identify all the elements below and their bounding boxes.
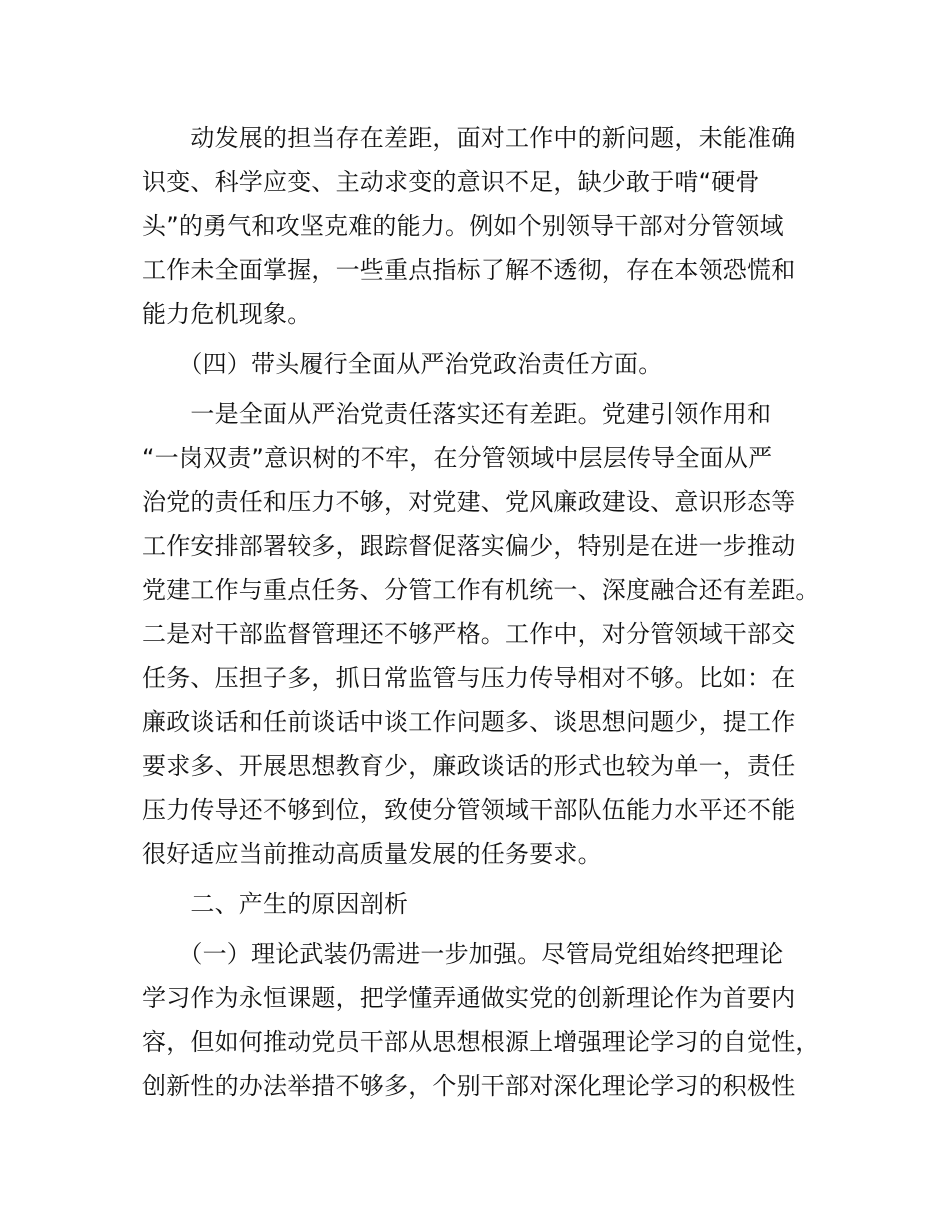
text-line: 压力传导还不够到位，致使分管领域干部队伍能力水平还不能 (142, 796, 796, 824)
document-body (142, 116, 842, 1108)
text-line: “一岗双责”意识树的不牢，在分管领域中层层传导全面从严 (142, 444, 773, 472)
text-line: 党建工作与重点任务、分管工作有机统一、深度融合还有差距。 (142, 576, 820, 604)
text-line: 动发展的担当存在差距，面对工作中的新问题，未能准确 (142, 124, 796, 152)
text-line: 二、产生的原因剖析 (142, 890, 409, 918)
text-line: 治党的责任和压力不够，对党建、党风廉政建设、意识形态等 (142, 488, 796, 516)
text-line: 一是全面从严治党责任落实还有差距。党建引领作用和 (142, 400, 772, 428)
text-line: 要求多、开展思想教育少，廉政谈话的形式也较为单一，责任 (142, 752, 796, 780)
text-line: 廉政谈话和任前谈话中谈工作问题多、谈思想问题少，提工作 (142, 708, 796, 736)
text-line: 学习作为永恒课题，把学懂弄通做实党的创新理论作为首要内 (142, 984, 796, 1012)
text-line: （一）理论武装仍需进一步加强。尽管局党组始终把理论 (142, 940, 784, 968)
text-line: 二是对干部监督管理还不够严格。工作中，对分管领域干部交 (142, 620, 796, 648)
text-line: 任务、压担子多，抓日常监管与压力传导相对不够。比如：在 (142, 664, 796, 692)
text-line: 很好适应当前推动高质量发展的任务要求。 (142, 840, 602, 868)
text-line: 工作安排部署较多，跟踪督促落实偏少，特别是在进一步推动 (142, 532, 796, 560)
text-line: 创新性的办法举措不够多，个别干部对深化理论学习的积极性 (142, 1072, 796, 1100)
text-line: 工作未全面掌握，一些重点指标了解不透彻，存在本领恐慌和 (142, 256, 796, 284)
text-line: 头”的勇气和攻坚克难的能力。例如个别领导干部对分管领域 (142, 212, 784, 240)
text-line: 容，但如何推动党员干部从思想根源上增强理论学习的自觉性， (142, 1028, 820, 1056)
text-line: （四）带头履行全面从严治党政治责任方面。 (142, 350, 663, 378)
text-line: 识变、科学应变、主动求变的意识不足，缺少敢于啃“硬骨 (142, 168, 760, 196)
text-line: 能力危机现象。 (142, 300, 312, 328)
